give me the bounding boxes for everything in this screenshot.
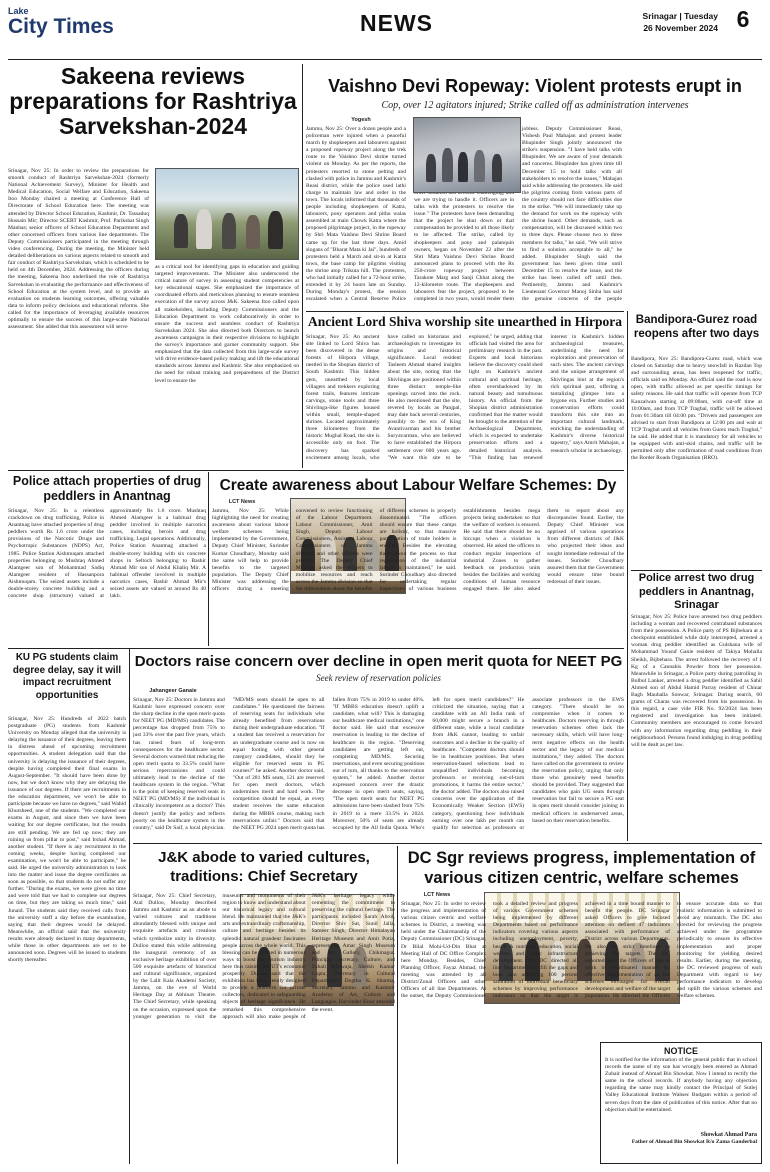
neet-subhead: Seek review of reservation policies: [316, 673, 441, 683]
dc-sgr-headline: DC Sgr reviews progress, implementation of various citizen centric, welfare schemes: [407, 849, 756, 887]
rashtriya-headline: Sakeena reviews preparations for Rashtriya Sarvekshan-2024: [9, 64, 297, 139]
bandipora-body: Bandipora, Nov 25: Bandipora-Gurez road, which was closed on Saturday due to heavy snowfall in Razdan Top and surrounding areas, has been reopened for traffic, officials said on Monday. An official said the road is now open, with traffic allowed as per specific timings for safety reasons. He said that traffic will operate from TCP Kanzalwan starting at 09:00am, with cut-off time at 10:00am, and from TCP Tragbal, traffic will be allowed from 01:30am till 04:00 pm. "Drivers and passengers are advised to start from Bandipora at 12:00 pm and wait at TCP Tragbal until all vehicles from Gurez reach Tragbal," he said. He added that it is mandatory for all vehicles to be equipped with anti-skid chains, and traffic will be permitted only after confirmation of road conditions from the Border Roads Organisation (BRO).: [631, 356, 762, 462]
notice-title: NOTICE: [663, 1046, 698, 1056]
column-rule-left: [302, 64, 303, 468]
rashtriya-col1: Srinagar, Nov 25: In order to review the preparations for smooth conduct of Rashtriya Sarvekshan-2024 (formerly National Achievement Survey), Minister for Health and Medical Education, Social Welfare and Education, Sakeena Itoo Monday chaired a meeting at Conference Hall of Directorate of School Education here. The meeting was attended by Director School Education, Kashmir, Dr. Tassaduq Hussain Mir; Director SCERT Kashmir, Prof. Parikshat Singh Manhas; senior officers of School Education Department and other concerned officers from various line departments. The Deputy Commissioners participated in the meeting through video conferencing. During the meeting, the Minister held detailed deliberations on various aspects related to smooth and fair conduct of Rashtriya Sarvekshan, which is scheduled to be held on 4th December, 2024. Addressing the officers during the meeting, Sakeena Itoo underlined the role of Rashtriya Sarvekshan in evaluating the performance and effectiveness of School Education at the system level, and to provide an evaluation on students learning outcomes, offering valuable data to inform policy decisions and educational reforms. She called for the importance of leveraging available resources optimally to ensure the success of this large-scale National assessment. She added that this assessment will serve: [8, 168, 149, 331]
notice-body: It is notified for the information of the general public that in school records the name of my son has wrongly been entered as Ahmad Zubair instead of Ahmad Bin Showkat. Now I intend to rectify the same in the school records. If anybody having any objection regarding the same may kindly contact the Principal of Sutlej Valley Educational Institute Wahsec Budgam within a period of seven days from the date of publication of this notice. After that no objection shall be entertained.: [605, 1057, 757, 1113]
rashtriya-meeting-photo: [155, 168, 299, 260]
ku-pg-right-rule: [129, 648, 130, 1164]
ku-pg-headline: KU PG students claim degree delay, say it will impact recruitment opportunities: [12, 652, 122, 701]
anantnag-top-rule: [8, 470, 624, 471]
neet-body: Srinagar, Nov 25: Doctors in Jammu and Kashmir have expressed concern over the sharp decline in the open merit quota for NEET PG (MD/MS) candidates. The percentage has dropped from 75% to just 33% over the past five years, which has raised fears of long-term consequences for the healthcare sector. Several doctors warned that reducing the open merit quota to 33.5% could have serious repercussions and could ultimately lead to the decline of the healthcare system in the region. "What is the point of keeping reserved seats in NEET PG (MD/MS) if the individual is clinically incompetent as a doctor? This doesn't justify the policy and reflects poorly on the healthcare system in the country," said Dr Saif, a local physician. "MD/MS seats should be open to all candidates." He questioned the fairness of reserving seats for individuals who already benefited from reservations during their undergraduate education. "If a student has received a reservation for an undergraduate course and is now on equal footing with other general category candidates, should they be eligible for reserved seats in PG courses?" he asked. Another doctor said, "Out of 281 MS seats, 121 are reserved for open merit doctors, which undermines merit and hard work. The competition should be equal, as every student receives the same education during the MBBS course, making such reservations unfair." Doctors said that the NEET PG 2024 open merit quota has fallen from 75% in 2019 to under 40%. "If MBBS education doesn't uplift a candidate, what will? This is damaging our healthcare medical institutions," one doctor said. He said that excessive reservation is leading to the decline of healthcare in the region. "Deserving candidates are getting left out, completing MD/MS. Securing reservations, and even securing positions out of turn, all thanks to the reservation system," he added. Another doctor expressed concern over the drastic decrease in open merit seats, saying, "The open merit seats for NEET PG admissions have been slashed from 75% in 2019 to a mere 33.5% in 2024. Moreover, 50% of seats are already occupied by the All India Quota. Who's left for open merit candidates?" He criticized the situation, saying that a candidate with an All India rank of 60,000 might secure a branch in a different state, while a local candidate from J&K cannot, leading to unfair outcomes and a decline in the quality of healthcare. "Competent doctors should be in healthcare positions. But when reservation-based selections lead to unqualified individuals becoming professors or receiving out-of-turn promotions, it harms the entire sector," the doctor added. The doctors also raised concerns over the application of the Economically Weaker Section (EWS) category, questioning how individuals earning over one lakh per month can qualify for selection as professors or associate professors in the EWS category. "There should be no compromise when it comes to healthcare. Doctors reserving in through reservation schemes often lack the necessary skills, which will have long-term negative effects on the health sector and the legacy of our medical institutions," they added. The doctors have called on the government to review the reservation policy, urging that only those who genuinely need benefits should be provided. They suggested that candidates who gain UG seats through reservation but fail to secure a PG seat in open merit should consider joining in medical officers in underserved areas, based on their reservation benefits.: [133, 697, 624, 831]
masthead-rule: [8, 59, 762, 60]
notice-signer: Showkat Ahmad Para: [700, 1132, 757, 1138]
vaishno-byline: Yogesh: [351, 117, 371, 123]
rashtriya-col2: as a critical tool for identifying gaps in education and guiding targeted improvements. The Minister also underscored the critical nature of survey in assessing student competencies at key educational stages. She emphasized the importance of coordinated efforts and meticulous planning to ensure seamless execution of the survey across J&K. Sakeena Itoo called upon all stakeholders, including Deputy Commissioners and the Education Department to work collaboratively in order to ensure the success and seamless conduct of Rashtriya Sarvekshan 2024. She also directed both Directors to launch awareness campaigns in their respective divisions to highlight the survey's importance and garner community support. She emphasized that the data collected from this large-scale survey will drive evidence-based policy making and lift the educational standards across Jammu and Kashmir. She also emphasized on the need for robust training and preparedness of the District level to ensure the: [155, 264, 299, 384]
abode-headline: J&K abode to varied cultures, traditions: Chief Secretary: [158, 849, 370, 885]
labour-byline: LCT News: [228, 499, 256, 505]
notice-box: [600, 1042, 762, 1164]
vaishno-protest-photo: [413, 117, 521, 193]
brand-name: City Times: [8, 15, 114, 38]
shiva-headline: Ancient Lord Shiva worship site unearthed in Hirpora: [308, 314, 622, 329]
brand-logo: [8, 6, 130, 60]
right-column-rule: [627, 311, 628, 841]
drug-srinagar-body: Srinagar, Nov 25: Police have arrested two drug peddlers including a woman and recovered contraband substances from their possession. A Police party of PS Bijbehara at a checkpoint established while duly intercepted, arrested a woman drug peddler identified as Gulshana wife of Mohammad Yousuf Ganie resident of Takiya Mohalla Sheikh, Bijbehara. The arrest followed the recovery of 1 Kg of a Cannabis Powder from her possession. Meanwhile in Srinagar, a Police party during patrolling in Bulbul Lanker, arrested a drug peddler identified as Sahil Ahmed son of Abdul Hamid Parray resident of Chinar Bagh Mauhalla Sonwar, Srinagar. During search, 60 grams of Charas was recovered from his possession. In this regard, a case vide FIR No. 92/2024 has been registered and investigation has been initiated. Community members are encouraged to come forward with any information regarding drug peddling in their neighbourhood. Persons found indulging in drug peddling will be dealt as per law.: [631, 614, 762, 748]
ku-pg-top-rule: [8, 648, 624, 649]
date-block: [628, 10, 718, 34]
date-line-date: 26 November 2024: [643, 23, 718, 33]
drug-srinagar-rule: [631, 570, 762, 571]
notice-signer-detail: Father of Ahmad Bin Showkat R/o Zama Ganderbal: [631, 1139, 757, 1145]
date-line-weekday: Srinagar | Tuesday: [642, 11, 718, 21]
labour-body: Jammu, Nov 25: While highlighting the need for creating awareness about various labour welfare schemes being implemented by the Government, Deputy Chief Minister, Surinder Kumar Choudhary, Monday said the same will help to provide benefits to the targeted population. The Deputy Chief Minister was addressing the officers during a meeting convened to review functioning of the Labour Department. Labour Commissioner, Amit Singh, Deputy Labour Commissioners, Assistant Labour Commissioners of Jammu division and other officers were present. The Deputy Chief Minister asked the officers to mobilize resources and reach across the Jammu division so that the information about the benefits of different schemes is properly disseminated. "The officers should ensure that these camps are holistic, so that massive participation of trade holders is ensured. Besides the elevating them about the process so that registration of the industrial labour is maintained," he said. Surinder Choudhary also directed for undertaking regular inspections of various business establishments besides mega projects being undertaken so that the welfare of workers is ensured. He said that there should be no hiccups when a violation is observed. He asked the officers to conduct regular inspections of industrial Zones to gather feedback on production units besides the facilities and working conditions of human resource engaged there. He also asked them to report about any discrepancies found. Earlier, the Deputy Chief Minister was apprised of various operations from different districts of J&K who projected their ideas and sought immediate redressal of the issues. Surinder Choudhary assured them that the Government would ensure time bound redressal of their issues.: [212, 508, 624, 593]
neet-byline: Jahangeer Ganaie: [149, 688, 197, 694]
vaishno-headline: Vaishno Devi Ropeway: Violent protests erupt in: [328, 76, 742, 96]
anantnag-drug-headline: Police attach properties of drug peddlers in Anantnag: [12, 474, 202, 503]
abode-top-rule: [133, 843, 762, 844]
vaishno-body: Jammu, Nov 25: Over a dozen people and a policeman were injured when a peaceful march by shopkeepers and labourers against a proposed ropeway project along the trek route to the Vaishno Devi shrine turned violent on Monday. As per the reports, the protesters resorted to stone pelting and clashed with police in Jammu and Kashmir's Reasi district, while the police used lathi charge to maintain law and order in the town. The locals informed that thousands of people including shopkeepers of Katra, labourers, pony operators and pithu walas assembled at main Chowk Katra where the proposed pilgrimage project, in the ropeway by Shri Mata Vaishno Devi Shrine Board came up for the last three days. Amid slogans of "Bharat Mata ki Jai", hundreds of protesters held a March and sit-in at Katra town, the base camp for pilgrims visiting the shrine atop Trikuta hill. The protesters, who had initially called for a 72-hour strike, extended it by 24 hours late on Sunday. During Monday's protest, the tension escalated when a Central Reserve Police we are trying to handle it. Officers are in talks with the protesters to resolve the issue." The protesters have been demanding that the project be shut down or that compensation be provided to all those likely to be affected. The strike, called by shopkeepers and pony and palanquin owners, began on November 22 after the Shri Mata Vaishno Devi Shrine Board announced plans to proceed with the Rs 250-crore ropeway project between Tarakote Marg and Sanji Chhat along the 12-kilometre route. The shopkeepers and labourers fear the project, proposed to be completed in two years, would render them jobless. Deputy Commissioner Reasi, Vishesh Paul Mahajan and protest leader Bhupinder Singh jointly announced the strike's suspension. "I have held talks with Bhupinder. We are aware of your demands and concerns. Bhupinder has given time till December 15 to hold talks with all stakeholders to resolve the issues," Mahajan said while addressing the protesters. He said the pilgrims coming from various parts of the country should not face difficulties due to the strike. "We will immediately take up the demand for work on the ropeway with the shrine board. Other demands, such as compensation, will be discussed within two to three days. Please choose two to three members for talks," he said. "We will strive to find a solution acceptable to all," he added. Bhupinder Singh said the government has been given time until December 15 to resolve the issue, and the strike has been called off until then. Pertinently, Jammu and Kashmir's Lieutenant Governor Manoj Sinha has said the genuine concerns of the people: [306, 126, 622, 303]
ku-pg-body: Srinagar, Nov 25: Hundreds of 2022 batch postgraduate (PG) students from Kashmir University on Monday alleged that the university is delaying the issuance of their degrees, leaving them in distress ahead of upcoming recruitment opportunities. A student delegation said that the university is delaying the issuance of their degrees, despite having completed their final exams in August-September. "It should have been done by now, but we don't know why they are delaying the issuance of our degrees. If there are recruitments in the education department, we won't be able to participate because we have no degrees," said Wahid Khursheed, one of the students. "We completed our exams in August, and since then we have been waiting for our degree certificates, but the results are still pending. We are fed up now; they are ruining us from pillar to post," said Irshad Ahmad, another student. "If there is any recruitment in the coming weeks, despite having completed our examination, we won't be able to participate," he said. He urged the university administration to look into the matter and issue the degree certificates as soon as possible, so that students do not suffer any further. "During the exams, we were given no time and were told that we had to complete our degrees on time, but they are taking so much time," said Junaid. The students said they received calls from the university staff a day before the examination, saying that their degrees would be delayed. Meanwhile, an official said that the university results were already declared in many departments, while those in other departments are set to be announced soon. Degrees will be issued to students shortly thereafter.: [8, 716, 126, 964]
drug-srinagar-headline: Police arrest two drug peddlers in Anantnag, Srinagar: [638, 572, 755, 611]
labour-left-rule: [208, 472, 209, 646]
shiva-body: Srinagar, Nov 25: An ancient site linked to Lord Shiva has been discovered in the dense forests of Hirpora village, nestled in the Shopian district of South Kashmir. This hidden gem, unearthed by local villagers and trekkers exploring forest trails, features intricate carvings, stone tools and three Shivlinga-like figures housed within small, temple-shaped shrines. Located approximately three kilometres from the historic Mughal Road, the site is accessible only on foot. The discovery has sparked excitement among locals, who have called on historians and archaeologists to investigate its origins and historical significance. Local resident Tasleem Ahmad shared insights about the site, noting that the Shivlingas are positioned within three distinct temple-like openings carved into the rock. He also mentioned that the site, revered by locals as Panjpal, may date back several centuries, possibly to the era of King Avantivarman and his brother Suryavarman, who are believed to have established the Hirpora settlement over 600 years ago. "We want this site to be explored," he urged, adding that officials had visited the area for preliminary research in the past. Experts and local historians believe the discovery could shed light on Kashmir's ancient cultural and spiritual heritage, often overshadowed by its natural beauty and tumultuous history. An official from the Shopian district administration confirmed that the matter would be brought to the attention of the Archaeological Department, which is expected to undertake preservation efforts and a detailed historical analysis. "This finding has renewed interest in Kashmir's hidden archaeological treasures, underlining the need for exploration and preservation of such sites. The ancient carvings and the unique arrangement of Shivlingas hint at the region's rich spiritual past, offering a tantalizing glimpse into a bygone era. Further studies and conservation efforts could transform this site into an important cultural landmark, enriching the understanding of Kashmir's diverse historical tapestry," says Amrit Mahajan, a research scholar in archaeology.: [306, 334, 624, 461]
vaishno-body-col4: [628, 117, 762, 309]
anantnag-drug-body: Srinagar, Nov 25: In a relentless crackdown on drug trafficking, Police in Anantnag have attached properties of drug peddlers worth Rs 1.6 crore under the provisions of the Narcotic Drugs and Psychotropic Substances (NDPS) Act, 1985. Police Station Aishmuqam attached properties belonging to Mushtaq Ahmed Alamgeer son of Mohammad Sadiq Alamgeer resident of Hassanpora Aishmuqam. The seized assets include a double-storey concrete building and a concrete shop (structure) valued at approximately Rs 1.6 crore. Mushtaq Ahmed Alamgeer is a habitual drug peddler involved in multiple narcotics cases, including heroin and drug trafficking. Legal operations. Additionally, Police Station Anantnag attached a double-storey building with six concrete shops in Seltoch belonging to Bashir Ahmad Mir son of Abdul Khaliq Mir. A habitual offender involved in multiple narcotics cases, Bashir Ahmad Mir's seized assets are valued at around Rs 40 lakh.: [8, 508, 206, 600]
neet-headline: Doctors raise concern over decline in open merit quota for NEET PG: [134, 653, 623, 670]
dc-sgr-byline: LCT News: [423, 892, 451, 898]
bandipora-headline: Bandipora-Gurez road reopens after two days: [633, 314, 760, 340]
brand-top: Lake: [8, 6, 29, 16]
masthead: [8, 6, 762, 62]
vaishno-subhead: Cop, over 12 agitators injured; Strike called off as administration intervenes: [381, 100, 689, 111]
abode-body: Srinagar, Nov 25: Chief Secretary, Atal Dulloo, Monday described Jammu and Kashmir as an abode to varied cultures and traditions abundantly blessed with unique and exquisite artefacts and creations which symbolize unity in diversity. Dulloo stated this while addressing the inaugural ceremony of an exclusive heritage exhibition of over 500 exquisite artefacts of historical and cultural significance, organized by the Lalit Kala Akademi Society, Jammu, on the eve of World Heritage Day at Abhinav Theatre. The Chief Secretary, while speaking on the occasion, expressed upon the younger generation to visit the museums and monuments of their region to know and understand about our historical legacy and cultural blend. He maintained that the J&K's arts and extraordinary craftsmanship, culture and heritage besides its splendid natural grandeur fascinates people across the whole world. This blessing can be utilized in numerous ways to boost the tourism industry here thus raising the UT's economic prosperity. Dulloo said that the exhibition has been keenly designed to provide a platform for private collectors, dedicated to safeguarding objects of heritage significance. He remarked this comprehensive approach will also make people of J&K's heritage legacy while cementing the commitment to preserving the cultural heritage. The participants included Sarah Abrol, Director Shiv Sat, Sunil Jalla, Sameer Singh, Director Himalayan Heritage Museum and Amit Potia, representing Amar Singh Museum and Art Gallery, Chikmagur. Principal Secretary, Culture, and Suhail Khawaja, Sheikh Kumar Gupta, Secretary in Cultural Department, Dogtha K. Sharma, Secretary, Jammu and Kashmir Academy of Art, Culture and Languages, Harvinder Kour attended the event.: [133, 893, 395, 1020]
dc-left-rule: [397, 846, 398, 1164]
section-label: NEWS: [360, 10, 433, 36]
dc-sgr-body: Srinagar, Nov 25: In order to review the progress and implementation of various citizen centric and welfare schemes in District, a meeting was held under the Chairmanship of the Deputy Commissioner (DC) Srinagar, Dr Bilal Mohi-Ud-Din Bhat at Meeting Hall of DC Office Complex here Monday. Besides, Chief Planning Officer, Fayaz Ahmad, the meeting was attended by all District/Zonal Officers and other Officers of all line Departments. At the outset, the Deputy Commissioner took a detailed review and progress of various Government schemes being implemented by different Departments based on performance indicators covering various aspects including unemployment, poverty, health & nutrition, education, social welfare and basic infrastructure development. The DC directed all line Departments to fill the gaps and look into achieving 100 percent saturation of individual beneficiary schemes by improving performance indicators so that the target is achieved in a time bound manner to benefit the people. DC Srinagar asked Officers to give focused attention on defined 47 indicators associated with performance of District across various Departments. He also set strict timelines in achieving the targets. The DC exhorted upon the Officers of line to work in coordinated manner for effective implementation of all the schemes envisaged for overall development and welfare of the target population. He directed the Officers to ensure accurate data so that realistic information is submitted to avoid any mismatch. The DC also directed for reviewing the progress achieved under the programme periodically to ensure its effective implementation and proper monitoring for yielding desired results. Earlier, during the meeting, the DC reviewed progress of each Department with regard to key performance indicators to develop and uplift the various schemes and welfare schemes.: [401, 901, 762, 1000]
shiva-top-rule: [306, 311, 624, 312]
page-number: 6: [736, 6, 750, 32]
labour-headline: Create awareness about Labour Welfare Schemes: Dy: [219, 477, 617, 494]
